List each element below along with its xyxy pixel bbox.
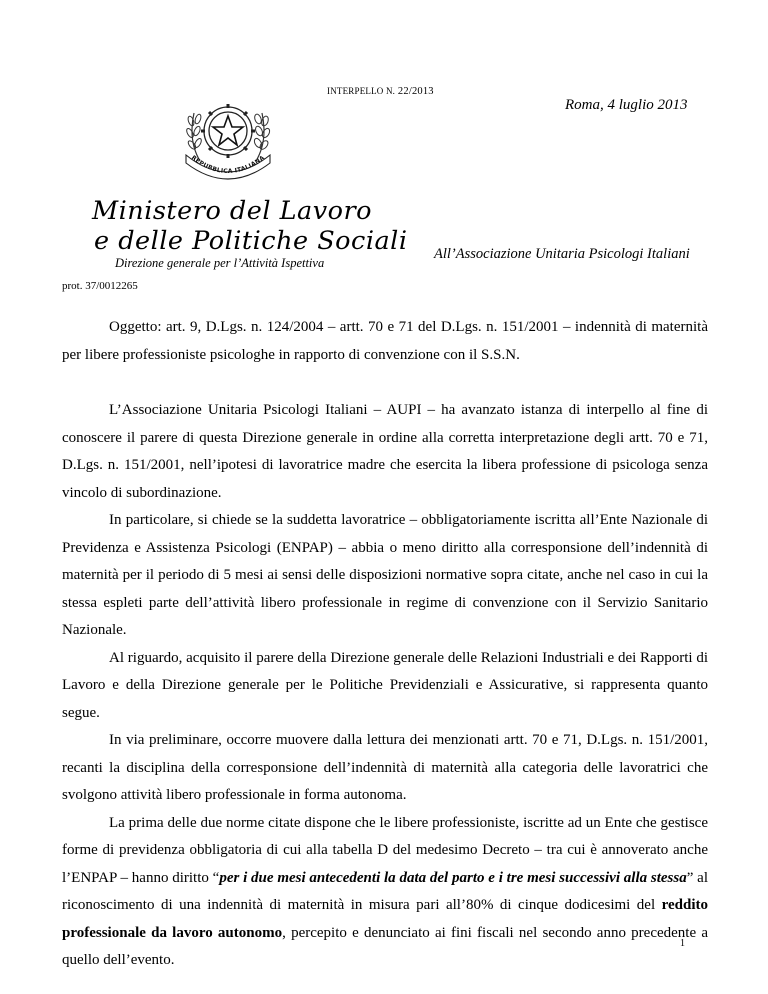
- directorate-name: Direzione generale per l’Attività Ispettiva: [115, 256, 325, 270]
- emblem-ribbon-text: REPUBBLICA ITALIANA: [189, 154, 267, 176]
- p5-text-c: , percepito e denunciato ai fini fiscali nel secondo anno precedente a quello dell’evento.: [62, 924, 708, 968]
- p5-bold-term: reddito professionale da lavoro autonomo: [62, 897, 708, 941]
- ministry-name: [92, 196, 407, 256]
- interpello-prefix: INTERPELLO N.: [327, 86, 396, 96]
- ministry-line-1: Ministero del Lavoro: [92, 196, 373, 226]
- interpello-number: [327, 86, 434, 97]
- p5-text-a: La prima delle due norme citate dispone che le libere professioniste, iscritte ad un Ente che gestisce forme di previdenza obbligatoria di cui alla tabella D del medesimo Decreto – tra cui è annoverato anche l’ENPAP – hanno diritto “: [62, 814, 708, 886]
- interpello-value: 22/2013: [397, 86, 434, 97]
- recipient: All’Associazione Unitaria Psicologi Italiani: [434, 246, 690, 262]
- place-date: Roma, 4 luglio 2013: [565, 97, 688, 113]
- ministry-line-2: e delle Politiche Sociali: [94, 226, 408, 256]
- protocol-number: prot. 37/0012265: [62, 280, 138, 292]
- page-number: 1: [680, 938, 685, 949]
- body-paragraph-5: [62, 810, 708, 975]
- letter-body: [62, 314, 708, 975]
- p5-quote: per i due mesi antecedenti la data del parto e i tre mesi successivi alla stessa: [219, 869, 687, 886]
- body-paragraph-4: In via preliminare, occorre muovere dalla lettura dei menzionati artt. 70 e 71, D.Lgs. n. 151/2001, recanti la disciplina della corresponsione dell’indennità di maternità alla categoria delle lavoratrici che svolgono attività libero professionale in forma autonoma.: [62, 732, 708, 803]
- body-paragraph-2: In particolare, si chiede se la suddetta lavoratrice – obbligatoriamente iscritta all’Ente Nazionale di Previdenza e Assistenza Psicologi (ENPAP) – abbia o meno diritto alla corresponsione dell’indennità di maternità per il periodo di 5 mesi ai sensi delle disposizioni normative sopra citate, anche nel caso in cui la stessa espleti parte dell’attività libero professionale in regime di convenzione con il Servizio Sanitario Nazionale.: [62, 512, 708, 638]
- p5-text-b: ” al riconoscimento di una indennità di maternità in misura pari all’80% di cinque dodicesimi del: [62, 869, 708, 913]
- body-paragraph-3: Al riguardo, acquisito il parere della Direzione generale delle Relazioni Industriali e dei Rapporti di Lavoro e della Direzione generale per le Politiche Previdenziali e Assicurative, si rappresenta quanto segue.: [62, 649, 708, 721]
- subject-paragraph: Oggetto: art. 9, D.Lgs. n. 124/2004 – artt. 70 e 71 del D.Lgs. n. 151/2001 – indennità di maternità per libere professioniste psicologhe in rapporto di convenzione con il S.S.N.: [62, 319, 708, 363]
- body-paragraph-1: L’Associazione Unitaria Psicologi Italiani – AUPI – ha avanzato istanza di interpello al fine di conoscere il parere di questa Direzione generale in ordine alla corretta interpretazione degli artt. 70 e 71, D.Lgs. n. 151/2001, nell’ipotesi di lavoratrice madre che esercita la libera professione di psicologa senza vincolo di subordinazione.: [62, 402, 708, 501]
- italian-republic-emblem: [178, 91, 278, 185]
